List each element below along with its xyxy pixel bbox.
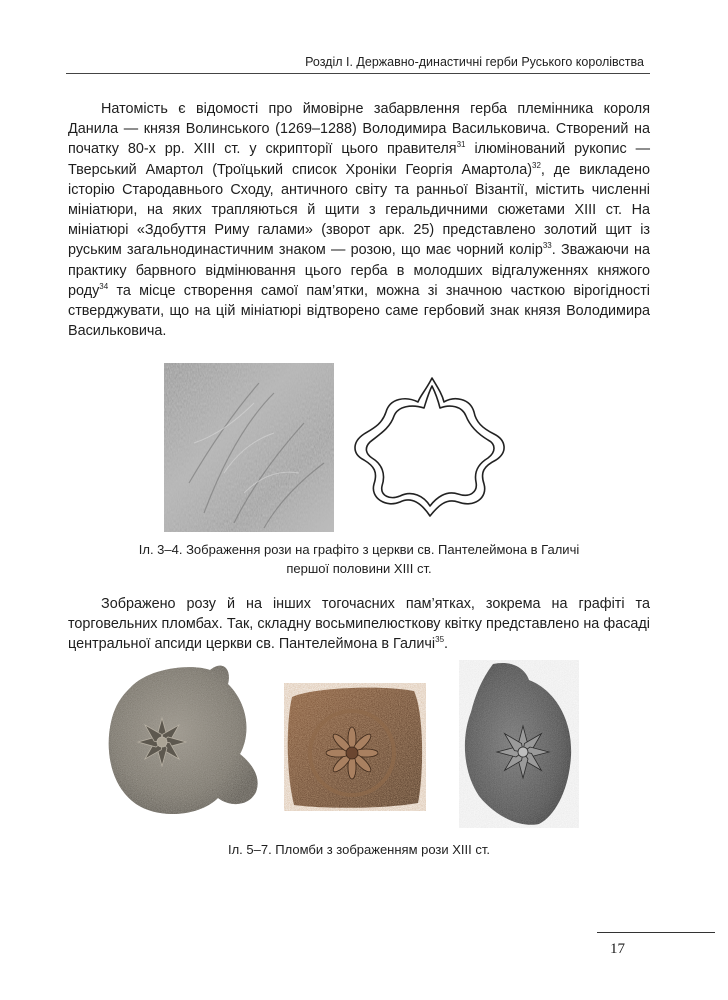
paragraph-1 xyxy=(68,99,650,341)
running-header: Розділ І. Державно-династичні герби Руського королівства xyxy=(305,55,644,69)
paragraph-1-seg-2: ілюмінований рукопис — Тверський Амартол (Троїцький список Хроніки Георгія Амартола) xyxy=(68,141,651,178)
figure-caption-1-line-1: Іл. 3–4. Зображення рози на графіто з церкви св. Пантелеймона в Галичі xyxy=(138,542,580,557)
seal-photo-1 xyxy=(100,658,268,828)
figure-caption-2: Іл. 5–7. Пломби з зображенням рози XIII ст. xyxy=(227,842,491,857)
paragraph-1-seg-0: Натомість є відомості про ймовірне забарвлення герба племінника короля Данила — князя Волинського (1269–1288) Володимира Васильковича. Створений на початку 80-х рр. XIII ст. у скрипторії цього правителя xyxy=(68,101,650,158)
graffito-photo-image xyxy=(164,363,334,532)
paragraph-2-seg-0: Зображено розу й на інших тогочасних пам’ятках, зокрема на графіті та торговельних пломбах. Так, складну восьмипелюсткову квітку представлено на фасаді центральної апсиди церкви св. Пантелеймона в Галичі xyxy=(68,596,650,653)
footnote-ref-33[interactable]: 33 xyxy=(542,241,552,251)
figure-caption-1 xyxy=(68,540,650,578)
seal-3-image xyxy=(459,660,579,828)
footnote-ref-31[interactable]: 31 xyxy=(456,140,466,150)
footnote-ref-32[interactable]: 32 xyxy=(532,160,541,170)
paragraph-2-seg-2: . xyxy=(444,636,449,653)
seal-2-image xyxy=(284,683,426,811)
figure-caption-1-line-2: першої половини XIII ст. xyxy=(286,561,432,576)
seal-1-image xyxy=(100,658,268,828)
paragraph-1-seg-8: та місце створення самої пам’ятки, можна зі значною часткою вірогідності стверджувати, що на цій мініатюрі відтворено саме гербовий знак князя Володимира Васильковича. xyxy=(68,282,650,340)
paragraph-2 xyxy=(68,594,650,655)
seal-photo-2 xyxy=(284,683,426,811)
header-rule xyxy=(66,73,650,74)
footnote-ref-34[interactable]: 34 xyxy=(99,281,109,291)
footnote-ref-35[interactable]: 35 xyxy=(435,635,445,645)
page-number: 17 xyxy=(610,941,625,957)
paragraph-1-seg-6: . Зважаючи на практику барвного відмінювання цього герба в молодших відгалуженнях княжого роду xyxy=(68,242,650,299)
graffito-photo xyxy=(164,363,334,532)
seal-photo-3 xyxy=(459,660,579,828)
rose-outline-icon xyxy=(346,372,514,524)
footer-rule xyxy=(597,932,715,933)
paragraph-1-seg-4: , де викладено історію Стародавнього Сходу, античного світу та ранньої Візантії, містить численні мініатюри, на яких трапляються й щити з геральдичними сюжетами XIII ст. На мініатюрі «Здобуття Риму галами» (зворот арк. 25) представлено золотий щит із руським загальнодинастичним знаком — розою, що має чорний колір xyxy=(68,161,650,259)
rose-drawing xyxy=(346,372,514,524)
